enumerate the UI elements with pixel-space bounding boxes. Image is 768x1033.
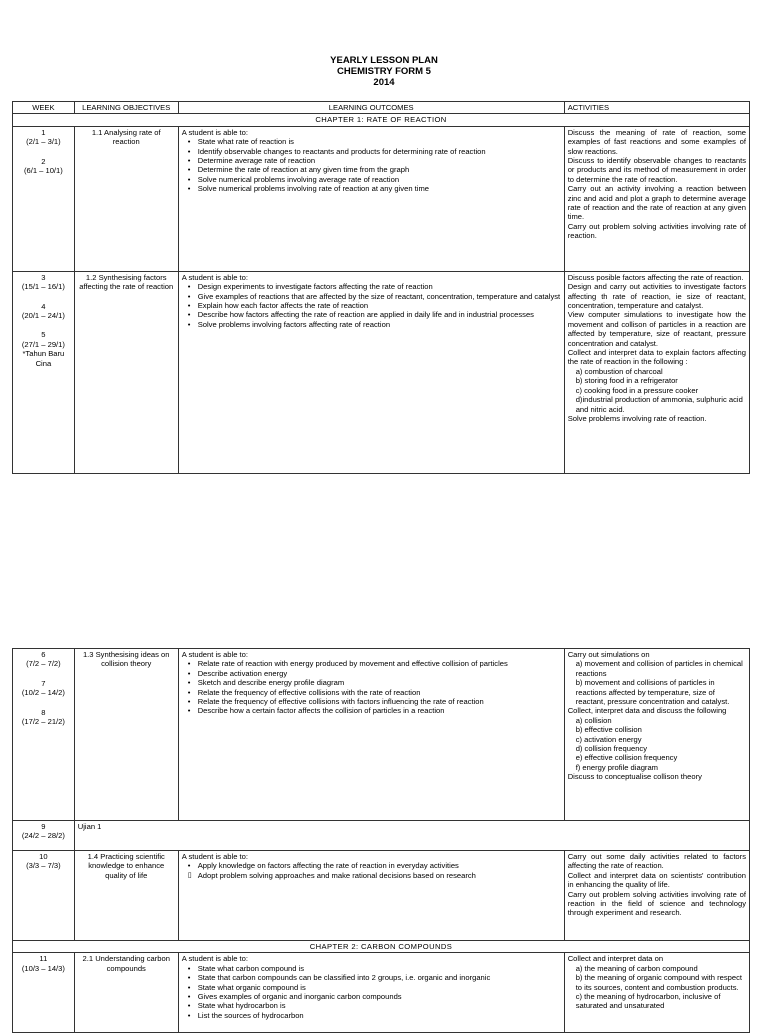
header-title: YEARLY LESSON PLAN — [330, 55, 438, 66]
table-row — [13, 851, 750, 941]
outcomes-intro: A student is able to: — [181, 272, 248, 282]
chapter-2-title: CHAPTER 2: CARBON COMPOUNDS — [13, 941, 750, 953]
outcomes-list — [182, 964, 561, 1020]
list-item: • Solve problems involving factors affecting rate of reaction — [198, 320, 561, 329]
list-item: • Determine the rate of reaction at any given time from the graph — [198, 165, 561, 174]
week-dates: (15/1 – 16/1) — [21, 282, 65, 292]
activity-text: Carry out problem solving activities involving rate of reaction in the field of science and technology through experiment and research. — [567, 889, 746, 918]
activity-text: Solve problems involving rate of reaction. — [567, 413, 707, 423]
week-dates: (6/1 – 10/1) — [23, 166, 63, 176]
chapter-row — [13, 114, 750, 126]
week-number: 6 — [41, 650, 46, 659]
week-dates: (2/1 – 3/1) — [26, 137, 61, 147]
activity-text: Discuss the meaning of rate of reaction, some examples of fast reactions and some examples of slow reactions. — [567, 127, 746, 156]
document-header — [0, 55, 768, 88]
activities-cell — [564, 649, 749, 821]
exam-cell: Ujian 1 — [74, 821, 749, 851]
list-item: • Sketch and describe energy profile diagram — [198, 678, 561, 687]
chapter-row — [13, 941, 750, 953]
list-item: • Relate the frequency of effective collisions with factors influencing the rate of reaction — [198, 697, 561, 706]
list-item: • Solve numerical problems involving average rate of reaction — [198, 175, 561, 184]
list-item: b) effective collision — [575, 725, 642, 735]
list-item: • Gives examples of organic and inorganic carbon compounds — [198, 992, 561, 1001]
list-item: c) the meaning of hydrocarbon, inclusive of saturated and unsaturated — [575, 992, 721, 1011]
outcomes-cell — [178, 851, 564, 941]
list-item: • Give examples of reactions that are affected by the size of reactant, concentration, temperature and catalyst — [198, 292, 561, 301]
list-item: • List the sources of hydrocarbon — [198, 1011, 561, 1020]
objectives-header: LEARNING OBJECTIVES — [74, 102, 178, 114]
list-item: a) the meaning of carbon compound — [575, 963, 698, 973]
outcomes-list — [182, 861, 561, 880]
week-number: 4 — [41, 301, 46, 311]
week-dates: (17/2 – 21/2) — [21, 717, 65, 727]
activity-text: Carry out an activity involving a reaction between zinc and acid and plot a graph to determine average rate of reaction and the rate of reaction at any given time. — [567, 184, 746, 222]
outcomes-cell — [178, 126, 564, 271]
list-item: b) storing food in a refrigerator — [575, 376, 678, 386]
activities-header: ACTIVITIES — [564, 102, 749, 114]
activity-text: Discuss posible factors affecting the rate of reaction. — [567, 272, 744, 282]
week-number: 11 — [39, 954, 48, 964]
week-dates: (24/2 – 28/2) — [21, 831, 65, 841]
table-row — [13, 953, 750, 1033]
list-item: • Explain how each factor affects the rate of reaction — [198, 301, 561, 310]
outcomes-intro: A student is able to: — [181, 954, 248, 964]
week-number: 5 — [41, 330, 46, 340]
table-row — [13, 126, 750, 271]
objective-cell: 1.1 Analysing rate of reaction — [74, 126, 178, 271]
week-header: WEEK — [13, 102, 75, 114]
objective-cell: 1.2 Synthesising factors affecting the rate of reaction — [74, 271, 178, 473]
week-number: 3 — [41, 272, 46, 282]
list-item: e) effective collision frequency — [575, 753, 678, 763]
week-dates: (10/3 – 14/3) — [21, 963, 65, 973]
week-number: 2 — [41, 156, 46, 166]
list-item: • Determine average rate of reaction — [198, 156, 561, 165]
activity-text: Discuss to identify observable changes to reactants or products and its method of measurement in order to determine the rate of reaction. — [567, 156, 746, 184]
week-dates: (3/3 – 7/3) — [26, 861, 61, 871]
outcomes-header: LEARNING OUTCOMES — [178, 102, 564, 114]
week-cell — [13, 126, 75, 271]
list-item: • Relate the frequency of effective collisions with the rate of reaction — [198, 688, 561, 697]
list-item: • Describe how factors affecting the rate of reaction are applied in daily life and in industrial processes — [198, 310, 561, 319]
activities-cell — [564, 851, 749, 941]
list-item: ▯ Adopt problem solving approaches and make rational decisions based on research — [198, 871, 561, 880]
outcomes-intro: A student is able to: — [181, 127, 248, 137]
list-item: • State what rate of reaction is — [198, 137, 561, 146]
holiday-note: *Tahun Baru Cina — [22, 349, 65, 368]
week-cell — [13, 649, 75, 821]
activity-text: Carry out some daily activities related to factors affecting the rate of reaction. — [567, 852, 746, 871]
list-item: • Identify observable changes to reactants and products for determining rate of reaction — [198, 147, 561, 156]
week-cell — [13, 851, 75, 941]
activity-text: Carry out simulations on — [567, 650, 650, 659]
objective-cell: 2.1 Understanding carbon compounds — [74, 953, 178, 1033]
list-item: c) activation energy — [575, 734, 642, 744]
activity-text: Collect and interpret data to explain factors affecting the rate of reaction in the following : — [567, 348, 746, 367]
table-row — [13, 271, 750, 473]
week-dates: (27/1 – 29/1) — [21, 339, 65, 349]
week-dates: (7/2 – 7/2) — [26, 659, 61, 669]
list-item: • Design experiments to investigate factors affecting the rate of reaction — [198, 282, 561, 291]
list-item: • Describe how a certain factor affects the collision of particles in a reaction — [198, 706, 561, 715]
outcomes-list — [182, 282, 561, 329]
activity-text: Collect and interpret data on scientists' contribution in enhancing the quality of life. — [567, 870, 746, 890]
outcomes-list — [182, 137, 561, 193]
outcomes-intro: A student is able to: — [181, 650, 248, 659]
list-item: • State what organic compound is — [198, 983, 561, 992]
list-item: a) combustion of charcoal — [575, 366, 663, 376]
list-item: b) the meaning of organic compound with respect to its sources, content and combustion products. — [575, 973, 743, 992]
week-dates: (10/2 – 14/2) — [21, 688, 65, 698]
activity-text: View computer simulations to investigate how the movement and collison of particles in a reaction are affected by temperature, size of reactant, pressure concentration and catalyst. — [567, 310, 746, 348]
lesson-plan-table-page2 — [12, 648, 750, 1033]
list-item: • Apply knowledge on factors affecting the rate of reaction in everyday activities — [198, 861, 561, 870]
list-item: c) cooking food in a pressure cooker — [575, 385, 699, 395]
week-number: 7 — [41, 678, 46, 688]
activity-text: Design and carry out activities to investigate factors affecting th rate of reaction, ie size of reactant, concentration, temperature and catalyst. — [567, 282, 746, 311]
week-cell — [13, 271, 75, 473]
outcomes-cell — [178, 953, 564, 1033]
list-item: f) energy profile diagram — [575, 762, 658, 772]
week-cell — [13, 821, 75, 851]
list-item: d)industrial production of ammonia, sulphuric acid and nitric acid. — [575, 395, 743, 414]
week-number: 10 — [39, 852, 48, 861]
activity-text: Carry out problem solving activities involving rate of reaction. — [567, 221, 746, 241]
table-row — [13, 649, 750, 821]
activity-text: Collect and interpret data on — [567, 954, 664, 964]
list-item: d) collision frequency — [575, 744, 648, 754]
activities-cell — [564, 271, 749, 473]
header-subject: CHEMISTRY FORM 5 — [337, 66, 431, 77]
objective-cell: 1.3 Synthesising ideas on collision theory — [74, 649, 178, 821]
list-item: • Solve numerical problems involving rate of reaction at any given time — [198, 184, 561, 193]
activity-text: Discuss to conceptualise collison theory — [567, 772, 702, 782]
week-number: 8 — [41, 707, 46, 717]
week-dates: (20/1 – 24/1) — [21, 311, 65, 321]
table-header-row — [13, 102, 750, 114]
list-item: a) movement and collision of particles in chemical reactions — [575, 659, 743, 678]
week-cell — [13, 953, 75, 1033]
list-item: • Relate rate of reaction with energy produced by movement and effective collision of particles — [198, 659, 561, 668]
list-item: • State what carbon compound is — [198, 964, 561, 973]
outcomes-intro: A student is able to: — [181, 852, 248, 861]
table-row — [13, 821, 750, 851]
outcomes-list — [182, 659, 561, 715]
week-number: 1 — [41, 127, 46, 137]
chapter-1-title: CHAPTER 1: RATE OF REACTION — [13, 114, 750, 126]
outcomes-cell — [178, 649, 564, 821]
objective-cell: 1.4 Practicing scientific knowledge to enhance quality of life — [74, 851, 178, 941]
activities-cell — [564, 953, 749, 1033]
list-item: • Describe activation energy — [198, 669, 561, 678]
list-item: b) movement and collisions of particles in reactions affected by temperature, size of reactant, pressure concentration and catalyst. — [575, 678, 730, 707]
outcomes-cell — [178, 271, 564, 473]
header-year: 2014 — [373, 77, 395, 88]
list-item: • State that carbon compounds can be classified into 2 groups, i.e. organic and inorganic — [198, 973, 561, 982]
list-item: • State what hydrocarbon is — [198, 1001, 561, 1010]
activity-text: Collect, interpret data and discuss the following — [567, 706, 727, 716]
lesson-plan-table-page1 — [12, 101, 750, 474]
list-item: a) collision — [575, 715, 612, 725]
activities-cell — [564, 126, 749, 271]
week-number: 9 — [41, 822, 46, 831]
